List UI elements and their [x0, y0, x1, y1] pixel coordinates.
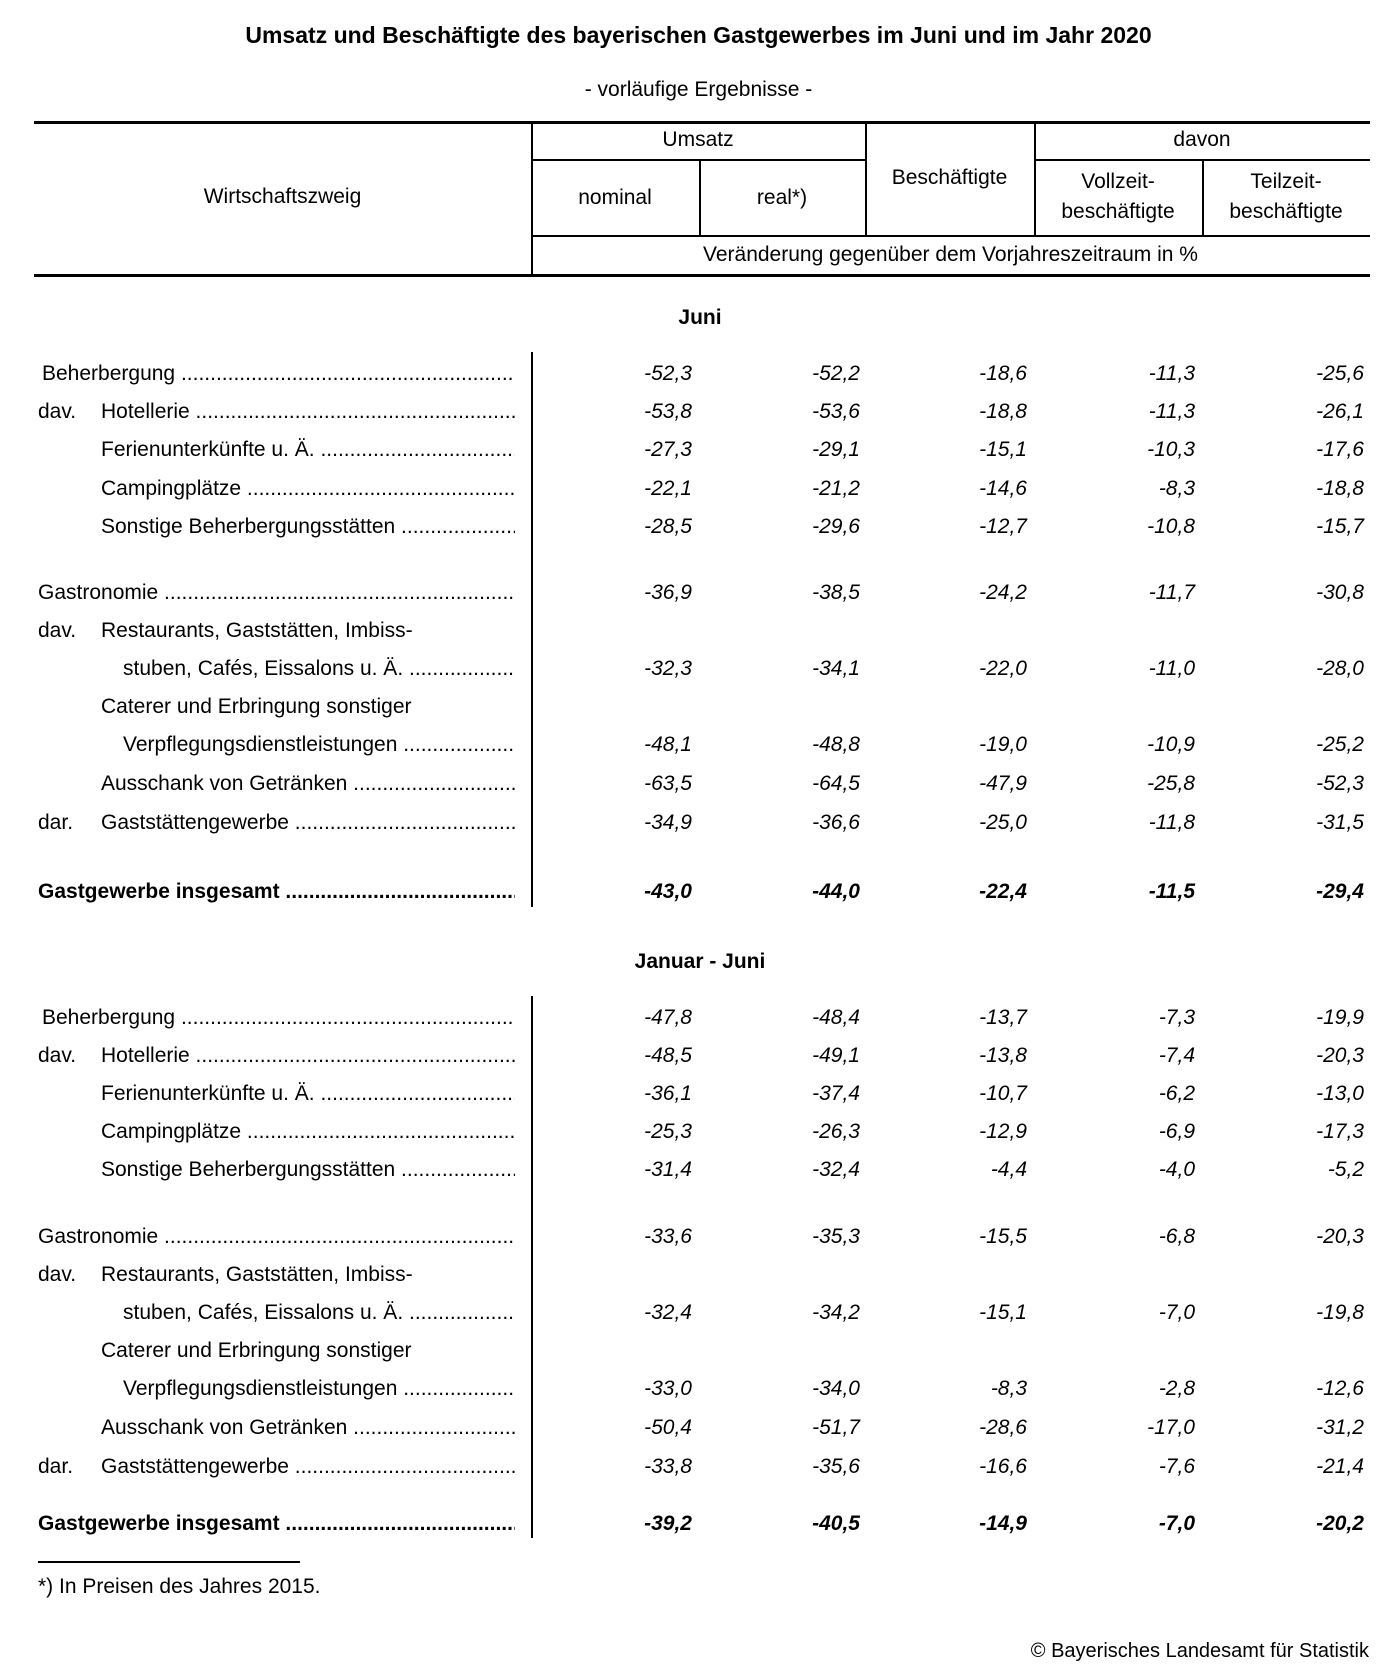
row-label: Campingplätze ..... [101, 1120, 515, 1144]
row-value: -39,2 [644, 1512, 692, 1535]
section-heading-juni: Juni [678, 306, 722, 329]
row-value: -32,4 [644, 1301, 692, 1324]
row-value: -19,8 [1316, 1301, 1364, 1324]
row-value: -17,6 [1316, 438, 1364, 461]
row-label: stuben, Cafés, Eissalons u. Ä. ..... [123, 657, 515, 681]
row-label: Hotellerie ..... [101, 400, 515, 424]
table-row [0, 619, 1397, 653]
row-value: -4,4 [990, 1158, 1027, 1181]
table-row [0, 1301, 1397, 1335]
table-row [0, 811, 1397, 845]
row-label: Ausschank von Getränken ..... [101, 1416, 515, 1440]
row-value: -11,0 [1148, 657, 1195, 680]
row-label: Verpflegungsdienstleistungen ..... [123, 733, 515, 757]
row-value: -11,3 [1148, 362, 1195, 385]
row-value: -31,2 [1316, 1416, 1364, 1439]
row-value: -20,3 [1316, 1044, 1364, 1067]
row-value: -8,3 [1158, 477, 1195, 500]
header-teilzeit-line1: Teilzeit- [1250, 170, 1322, 193]
row-value: -37,4 [812, 1082, 860, 1105]
row-value: -6,2 [1158, 1082, 1195, 1105]
row-prefix: dar. [38, 1455, 74, 1478]
row-value: -34,9 [644, 811, 692, 834]
table-row [0, 880, 1397, 914]
row-label: Gastronomie ..... [38, 581, 515, 605]
row-value: -52,2 [812, 362, 860, 385]
row-value: -21,2 [812, 477, 860, 500]
row-value: -8,3 [990, 1377, 1027, 1400]
table-row [0, 1263, 1397, 1297]
row-value: -28,6 [979, 1416, 1027, 1439]
row-value: -47,9 [979, 772, 1027, 795]
row-value: -32,4 [812, 1158, 860, 1181]
row-value: -11,7 [1148, 581, 1195, 604]
row-value: -10,3 [1147, 438, 1195, 461]
row-value: -22,0 [979, 657, 1027, 680]
row-value: -7,0 [1158, 1301, 1195, 1324]
table-row [0, 438, 1397, 472]
row-value: -22,1 [644, 477, 692, 500]
row-label: Gaststättengewerbe ..... [101, 811, 515, 835]
row-value: -24,2 [979, 581, 1027, 604]
row-label: Ferienunterkünfte u. Ä. ..... [101, 1082, 515, 1106]
table-row [0, 657, 1397, 691]
row-value: -12,6 [1316, 1377, 1364, 1400]
row-value: -17,3 [1316, 1120, 1364, 1143]
row-value: -10,7 [979, 1082, 1027, 1105]
row-value: -40,5 [812, 1512, 860, 1535]
row-value: -48,1 [644, 733, 692, 756]
row-value: -44,0 [812, 880, 860, 903]
row-value: -11,5 [1148, 880, 1195, 903]
row-value: -7,4 [1158, 1044, 1195, 1067]
row-value: -15,1 [979, 1301, 1027, 1324]
row-value: -52,3 [644, 362, 692, 385]
row-value: -18,8 [979, 400, 1027, 423]
row-value: -64,5 [812, 772, 860, 795]
row-prefix: dav. [38, 400, 77, 423]
row-value: -52,3 [1316, 772, 1364, 795]
row-value: -25,8 [1147, 772, 1195, 795]
row-value: -19,0 [979, 733, 1027, 756]
row-value: -30,8 [1316, 581, 1364, 604]
row-value: -43,0 [644, 880, 692, 903]
row-value: -33,6 [644, 1225, 692, 1248]
row-label: Gaststättengewerbe ..... [101, 1455, 515, 1479]
row-value: -49,1 [812, 1044, 860, 1067]
copyright: © Bayerisches Landesamt für Statistik [1030, 1640, 1369, 1662]
row-value: -14,9 [979, 1512, 1027, 1535]
row-value: -7,6 [1158, 1455, 1195, 1478]
row-label: Campingplätze ..... [101, 477, 515, 501]
row-value: -38,5 [812, 581, 860, 604]
table-row [0, 1044, 1397, 1078]
row-value: -25,0 [979, 811, 1027, 834]
row-value: -5,2 [1327, 1158, 1364, 1181]
row-value: -10,9 [1147, 733, 1195, 756]
table-row [0, 1377, 1397, 1411]
row-value: -32,3 [644, 657, 692, 680]
row-value: -19,9 [1316, 1006, 1364, 1029]
row-value: -51,7 [812, 1416, 860, 1439]
row-value: -35,6 [812, 1455, 860, 1478]
header-vollzeit-line2: beschäftigte [1061, 200, 1175, 223]
row-value: -53,8 [644, 400, 692, 423]
row-value: -26,3 [812, 1120, 860, 1143]
header-wirtschaftszweig: Wirtschaftszweig [203, 185, 362, 208]
row-value: -48,5 [644, 1044, 692, 1067]
row-value: -15,7 [1316, 515, 1364, 538]
header-beschaeftigte: Beschäftigte [891, 166, 1008, 189]
page-subtitle: - vorläufige Ergebnisse - [584, 78, 813, 101]
table-row [0, 1512, 1397, 1546]
row-value: -25,2 [1316, 733, 1364, 756]
header-umsatz: Umsatz [662, 128, 734, 151]
header-nominal: nominal [578, 186, 652, 209]
row-value: -12,9 [979, 1120, 1027, 1143]
table-row [0, 772, 1397, 806]
row-value: -6,8 [1158, 1225, 1195, 1248]
row-value: -34,1 [812, 657, 860, 680]
header-teilzeit-line2: beschäftigte [1229, 200, 1343, 223]
row-value: -13,0 [1316, 1082, 1364, 1105]
row-value: -31,4 [644, 1158, 692, 1181]
row-label: Caterer und Erbringung sonstiger [101, 1339, 412, 1362]
row-value: -27,3 [644, 438, 692, 461]
row-value: -36,9 [644, 581, 692, 604]
footnote-rule [38, 1561, 300, 1563]
table-row [0, 1225, 1397, 1259]
row-value: -13,8 [979, 1044, 1027, 1067]
row-value: -25,6 [1316, 362, 1364, 385]
row-label: Gastronomie ..... [38, 1225, 515, 1249]
footnote: *) In Preisen des Jahres 2015. [38, 1575, 321, 1598]
table-row [0, 362, 1397, 396]
row-value: -33,0 [644, 1377, 692, 1400]
table-row [0, 1339, 1397, 1373]
row-prefix: dar. [38, 811, 74, 834]
row-label: Beherbergung ..... [42, 1006, 515, 1030]
row-label: Verpflegungsdienstleistungen ..... [123, 1377, 515, 1401]
header-top-rule [34, 121, 1370, 124]
row-label: Ferienunterkünfte u. Ä. ..... [101, 438, 515, 462]
header-vollzeit-line1: Vollzeit- [1081, 170, 1155, 193]
row-value: -16,6 [979, 1455, 1027, 1478]
table-row [0, 581, 1397, 615]
row-value: -29,1 [812, 438, 860, 461]
header-teilzeit [1202, 167, 1370, 227]
row-value: -34,0 [812, 1377, 860, 1400]
row-value: -14,6 [979, 477, 1027, 500]
row-label: Gastgewerbe insgesamt ..... [38, 880, 515, 904]
row-value: -48,8 [812, 733, 860, 756]
row-value: -25,3 [644, 1120, 692, 1143]
row-prefix: dav. [38, 1263, 77, 1286]
header-unit: Veränderung gegenüber dem Vorjahreszeitraum in % [703, 243, 1198, 266]
section-heading-januar-juni: Januar - Juni [634, 950, 766, 973]
table-row [0, 695, 1397, 729]
row-value: -31,5 [1316, 811, 1364, 834]
row-value: -34,2 [812, 1301, 860, 1324]
row-value: -7,3 [1158, 1006, 1195, 1029]
row-value: -18,6 [979, 362, 1027, 385]
row-prefix: dav. [38, 1044, 77, 1067]
row-value: -20,3 [1316, 1225, 1364, 1248]
umsatz-underline [531, 159, 865, 161]
row-value: -17,0 [1147, 1416, 1195, 1439]
row-value: -4,0 [1158, 1158, 1195, 1181]
row-value: -36,1 [644, 1082, 692, 1105]
row-label: Ausschank von Getränken ..... [101, 772, 515, 796]
row-value: -28,5 [644, 515, 692, 538]
table-row [0, 1158, 1397, 1192]
row-value: -21,4 [1316, 1455, 1364, 1478]
row-value: -6,9 [1158, 1120, 1195, 1143]
row-value: -28,0 [1316, 657, 1364, 680]
table-row [0, 1120, 1397, 1154]
row-label: Beherbergung ..... [42, 362, 515, 386]
row-value: -26,1 [1316, 400, 1364, 423]
row-value: -11,3 [1148, 400, 1195, 423]
row-label: Sonstige Beherbergungsstätten ..... [101, 515, 515, 539]
row-value: -15,5 [979, 1225, 1027, 1248]
table-row [0, 1006, 1397, 1040]
row-value: -15,1 [979, 438, 1027, 461]
table-row [0, 733, 1397, 767]
row-value: -63,5 [644, 772, 692, 795]
row-value: -22,4 [979, 880, 1027, 903]
row-label: Gastgewerbe insgesamt ..... [38, 1512, 515, 1536]
row-value: -53,6 [812, 400, 860, 423]
subheader-rule [531, 235, 1370, 237]
row-value: -47,8 [644, 1006, 692, 1029]
row-value: -50,4 [644, 1416, 692, 1439]
row-label: Restaurants, Gaststätten, Imbiss- [101, 1263, 413, 1286]
row-label: stuben, Cafés, Eissalons u. Ä. ..... [123, 1301, 515, 1325]
row-value: -48,4 [812, 1006, 860, 1029]
header-bottom-rule [34, 274, 1370, 277]
header-vollzeit [1034, 167, 1202, 227]
row-label: Hotellerie ..... [101, 1044, 515, 1068]
row-value: -20,2 [1316, 1512, 1364, 1535]
table-row [0, 477, 1397, 511]
row-value: -33,8 [644, 1455, 692, 1478]
row-value: -29,4 [1316, 880, 1364, 903]
row-value: -36,6 [812, 811, 860, 834]
page-title: Umsatz und Beschäftigte des bayerischen Gastgewerbes im Juni und im Jahr 2020 [245, 22, 1152, 48]
header-davon: davon [1173, 128, 1231, 151]
row-value: -12,7 [979, 515, 1027, 538]
table-row [0, 1455, 1397, 1489]
row-value: -7,0 [1158, 1512, 1195, 1535]
table-row [0, 515, 1397, 549]
row-label: Restaurants, Gaststätten, Imbiss- [101, 619, 413, 642]
row-value: -2,8 [1158, 1377, 1195, 1400]
row-label: Caterer und Erbringung sonstiger [101, 695, 412, 718]
row-value: -18,8 [1316, 477, 1364, 500]
header-real: real*) [756, 186, 808, 209]
row-value: -11,8 [1148, 811, 1195, 834]
row-value: -13,7 [979, 1006, 1027, 1029]
table-row [0, 1082, 1397, 1116]
row-label: Sonstige Beherbergungsstätten ..... [101, 1158, 515, 1182]
table-row [0, 400, 1397, 434]
row-value: -35,3 [812, 1225, 860, 1248]
row-value: -10,8 [1147, 515, 1195, 538]
row-value: -29,6 [812, 515, 860, 538]
table-row [0, 1416, 1397, 1450]
row-prefix: dav. [38, 619, 77, 642]
